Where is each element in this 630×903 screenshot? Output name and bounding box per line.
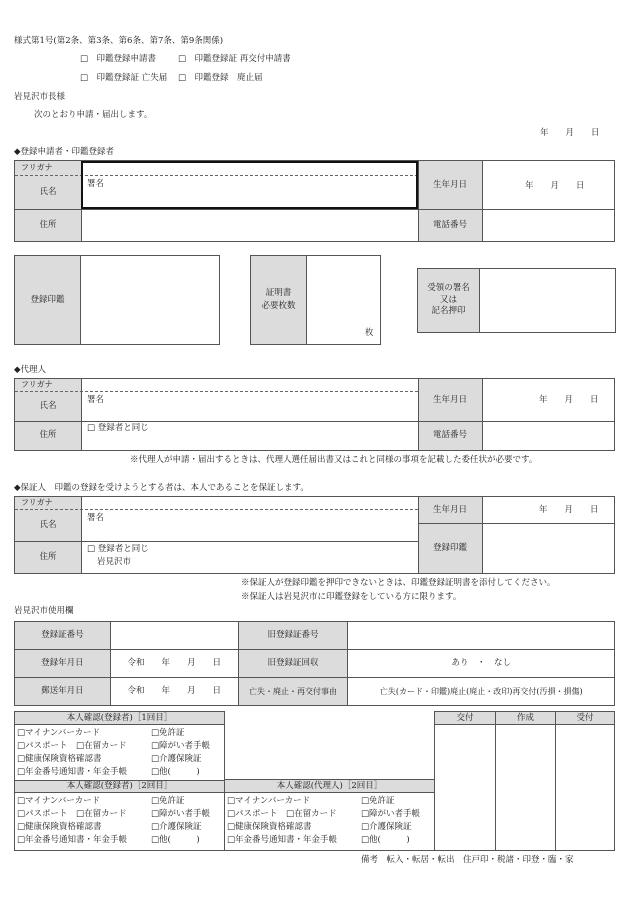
receipt-label: 受領の署名 又は 記名押印 [418,269,480,332]
receipt-box [417,268,616,333]
guarantor-table [14,496,615,574]
agent-same-checkbox[interactable]: □ 登録者と同じ [87,423,149,433]
guarantor-dob-label: 生年月日 [432,504,467,515]
id-check-2nd-items-right[interactable]: □免許証 □障がい者手帳 □介護保険証 □他( ) [151,796,211,845]
old-reg-no-label: 旧登録証番号 [238,622,348,650]
kofu-label: 交付 [435,712,495,725]
applicant-phone-label: 電話番号 [432,219,467,230]
applicant-table [14,160,615,242]
id-check-agent-items-right[interactable]: □免許証 □障がい者手帳 □介護保険証 □他( ) [361,796,421,845]
id-check-1st-title: 本人確認(登録者)［1回目］ [15,712,224,725]
remarks: 備考 転入・転居・転出 住戸印・税諸・印登・臨・家 [361,855,574,865]
guarantor-name-label: 氏名 [39,519,57,530]
seal-label: 登録印鑑 [15,256,81,344]
agent-note: ※代理人が申請・届出するときは、代理人選任届出書又はこれと同様の事項を記載した委任状が必要です。 [130,455,538,465]
id-check-agent [224,779,435,851]
agent-signature-label: 署名 [87,395,105,405]
guarantor-note-1: ※保証人が登録印鑑を押印できないときは、印鑑登録証明書を添付してください。 [241,578,556,588]
applicant-section-title: ◆登録申請者・印鑑登録者 [14,147,115,157]
guarantor-note-2: ※保証人は岩見沢市に印鑑登録をしている方に限ります。 [241,592,462,602]
applicant-dob-value[interactable]: 年 月 日 [525,181,585,191]
guarantor-signature-label: 署名 [87,513,105,523]
guarantor-furigana-label: フリガナ [21,498,53,507]
intro-text: 次のとおり申請・届出します。 [34,110,153,120]
id-check-agent-items-left[interactable]: □マイナンバーカード □パスポート □在留カード □健康保険資格確認書 □年金番号通知書・年金手帳 [227,796,338,845]
form-number: 様式第1号(第2条、第3条、第6条、第7条、第9条関係) [14,36,224,46]
option-seal-application[interactable]: □ 印鑑登録申請書 [80,54,157,64]
sakusei-label: 作成 [495,712,555,725]
mail-date-label: 郵送年月日 [15,678,111,706]
office-use-table [14,621,615,706]
id-check-agent-title: 本人確認(代理人)［2回目］ [225,780,434,793]
old-reg-no-field[interactable] [348,622,615,650]
id-check-registrant [14,711,225,851]
application-date[interactable]: 年 月 日 [540,128,600,138]
id-check-2nd-items-left[interactable]: □マイナンバーカード □パスポート □在留カード □健康保険資格確認書 □年金番号通知書・年金手帳 [17,796,128,845]
agent-dob-value[interactable]: 年 月 日 [539,395,599,405]
old-collect-label: 旧登録証回収 [238,650,348,678]
agent-dob-label: 生年月日 [432,394,467,405]
agent-section-title: ◆代理人 [14,365,47,375]
reason-label: 亡失・廃止・再交付事由 [238,678,348,706]
applicant-address-field[interactable] [81,209,418,241]
cert-count-unit: 枚 [365,328,374,338]
cert-count-label: 証明書 必要枚数 [251,256,307,344]
receipt-signature-field[interactable] [480,269,615,332]
agent-phone-label: 電話番号 [432,430,467,441]
reg-date-label: 登録年月日 [15,650,111,678]
id-check-2nd-title: 本人確認(登録者)［2回目］ [15,780,224,793]
guarantor-dob-value[interactable]: 年 月 日 [539,505,599,515]
mail-date-value[interactable]: 令和 年 月 日 [110,678,238,706]
guarantor-section-title: ◆保証人 印鑑の登録を受けようとする者は、本人であることを保証します。 [14,483,309,493]
agent-table [14,378,615,451]
applicant-signature-label: 署名 [87,179,105,189]
agent-furigana-label: フリガナ [21,380,53,389]
reg-no-label: 登録証番号 [15,622,111,650]
uketsuke-label: 受付 [555,712,614,725]
guarantor-seal-label: 登録印鑑 [432,542,467,553]
reg-no-field[interactable] [110,622,238,650]
option-abolish-report[interactable]: □ 印鑑登録 廃止届 [178,73,263,83]
office-use-title: 岩見沢市使用欄 [14,606,74,616]
applicant-address-label: 住所 [39,219,57,230]
guarantor-same-checkbox[interactable]: □ 登録者と同じ [87,544,149,554]
id-check-1st-items-right[interactable]: □免許証 □障がい者手帳 □介護保険証 □他( ) [151,728,211,777]
reason-value[interactable]: 亡失(カード・印鑑)廃止(廃止・改印)再交付(汚損・損傷) [348,678,615,706]
option-reissue-application[interactable]: □ 印鑑登録証 再交付申請書 [178,54,291,64]
seal-stamp-area[interactable] [81,256,219,344]
applicant-dob-label: 生年月日 [432,179,467,190]
agent-name-label: 氏名 [39,400,57,411]
applicant-name-field[interactable] [81,161,418,209]
id-check-1st-items-left[interactable]: □マイナンバーカード □パスポート □在留カード □健康保険資格確認書 □年金番号通知書・年金手帳 [17,728,128,777]
agent-address-label: 住所 [39,430,57,441]
cert-count-box [250,255,381,345]
guarantor-address-label: 住所 [39,551,57,562]
applicant-furigana-label: フリガナ [21,163,53,172]
addressee: 岩見沢市長様 [14,92,66,102]
option-lost-report[interactable]: □ 印鑑登録証 亡失届 [80,73,168,83]
guarantor-city: 岩見沢市 [97,557,132,567]
reg-date-value[interactable]: 令和 年 月 日 [110,650,238,678]
old-collect-value[interactable]: あり ・ なし [348,650,615,678]
seal-box [14,255,220,345]
applicant-name-label: 氏名 [39,186,57,197]
stamp-columns [434,711,615,851]
